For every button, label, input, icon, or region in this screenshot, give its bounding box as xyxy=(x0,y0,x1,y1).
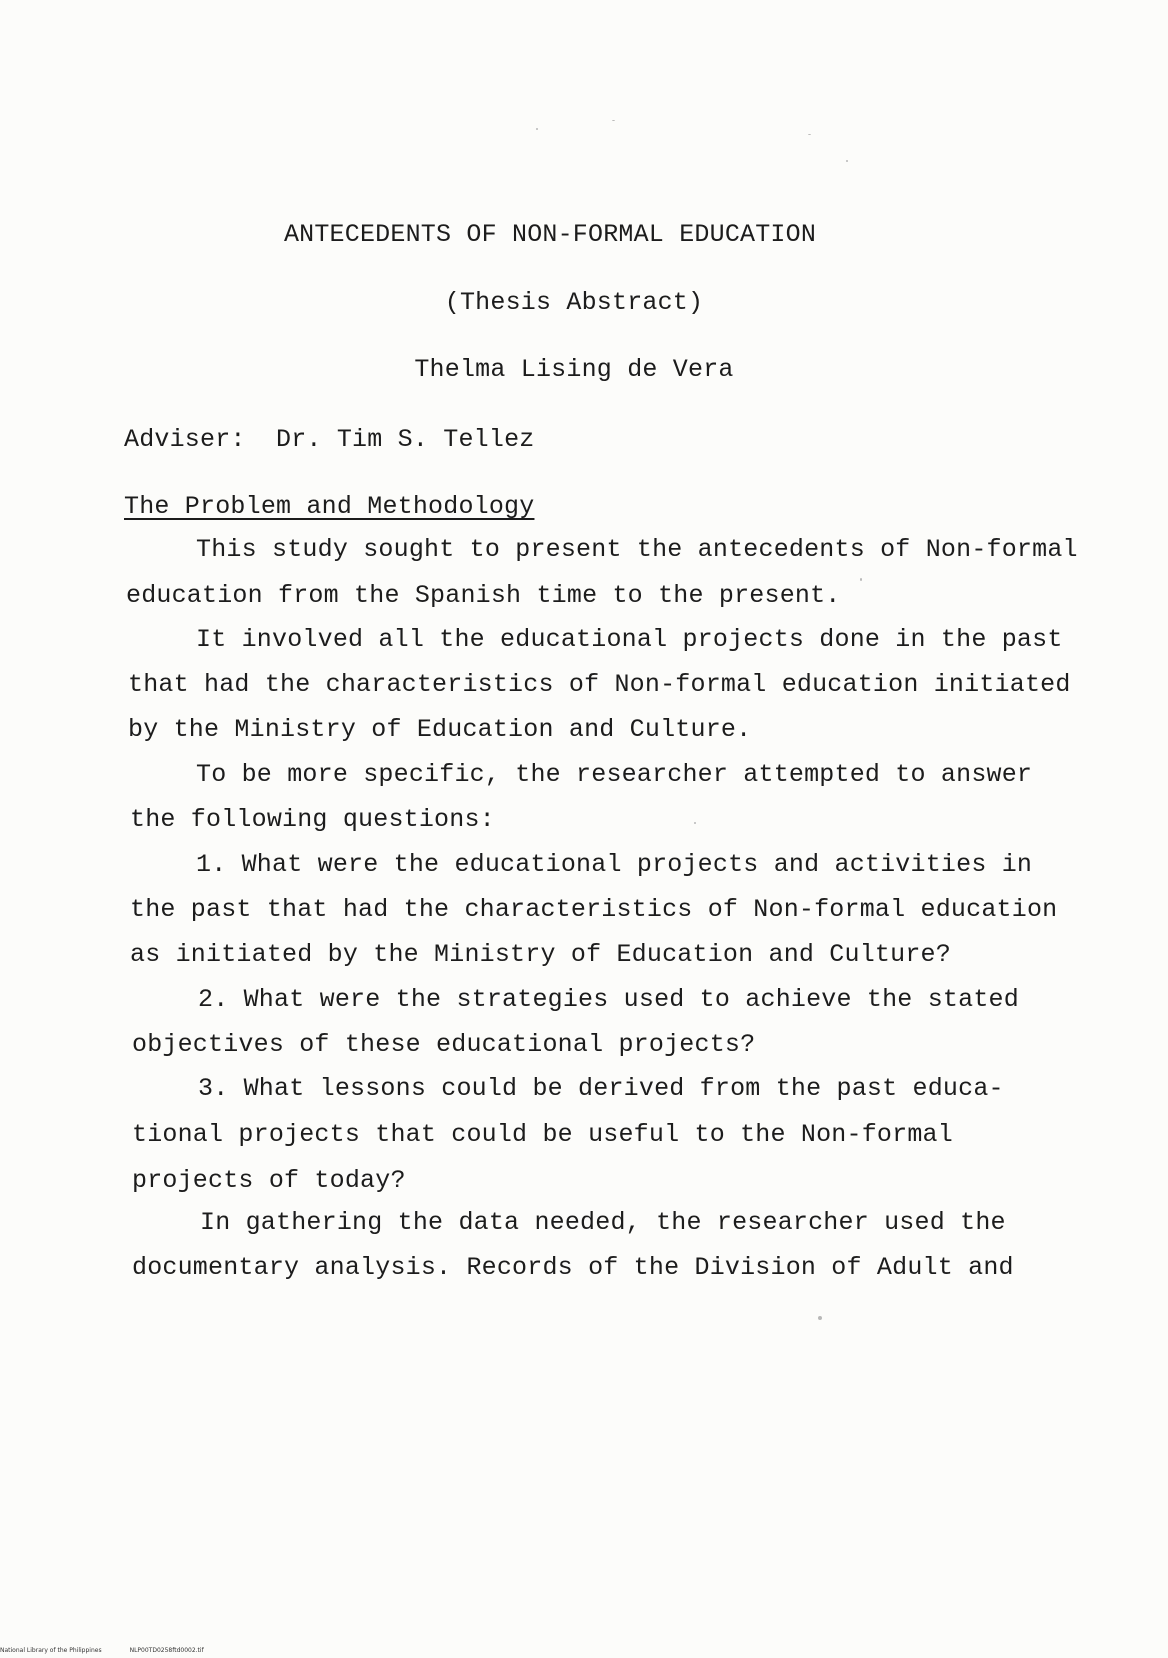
question-line: 2. What were the strategies used to achieve the stated xyxy=(198,985,1019,1014)
body-line: that had the characteristics of Non-formal education initiated xyxy=(128,670,1071,699)
document-title: ANTECEDENTS OF NON-FORMAL EDUCATION xyxy=(283,220,817,249)
scan-footer xyxy=(0,1647,204,1655)
question-line: the past that had the characteristics of Non-formal education xyxy=(130,895,1058,924)
question-line: tional projects that could be useful to the Non-formal xyxy=(132,1120,953,1149)
question-line: 3. What lessons could be derived from the past educa- xyxy=(198,1074,1004,1103)
footer-library: National Library of the Philippines xyxy=(0,1647,102,1654)
scan-speck xyxy=(694,822,696,824)
body-line: education from the Spanish time to the present. xyxy=(126,581,841,610)
scan-speck xyxy=(808,134,811,135)
body-line: documentary analysis. Records of the Division of Adult and xyxy=(132,1253,1014,1282)
adviser-name: Dr. Tim S. Tellez xyxy=(276,425,535,454)
scan-speck xyxy=(612,120,615,121)
question-line: objectives of these educational projects? xyxy=(132,1030,756,1059)
question-line: as initiated by the Ministry of Education and Culture? xyxy=(130,940,951,969)
body-line: To be more specific, the researcher attempted to answer xyxy=(196,760,1033,789)
adviser-line xyxy=(124,425,534,455)
scan-speck xyxy=(846,160,848,162)
scan-speck xyxy=(536,128,538,130)
body-line: by the Ministry of Education and Culture. xyxy=(128,715,752,744)
body-line: This study sought to present the antecedents of Non-formal xyxy=(196,535,1078,564)
body-line: the following questions: xyxy=(130,805,495,834)
scan-speck xyxy=(818,1316,822,1320)
footer-file: NLP00TD0258ftd0002.tif xyxy=(129,1647,204,1654)
section-heading: The Problem and Methodology xyxy=(124,492,535,521)
scan-speck xyxy=(860,578,862,581)
body-line: It involved all the educational projects done in the past xyxy=(196,625,1063,654)
question-line: projects of today? xyxy=(132,1166,406,1195)
author-name: Thelma Lising de Vera xyxy=(414,355,734,384)
body-line: In gathering the data needed, the researcher used the xyxy=(200,1208,1006,1237)
adviser-label: Adviser: xyxy=(124,425,246,454)
document-subtitle: (Thesis Abstract) xyxy=(444,288,704,317)
question-line: 1. What were the educational projects and activities in xyxy=(196,850,1033,879)
